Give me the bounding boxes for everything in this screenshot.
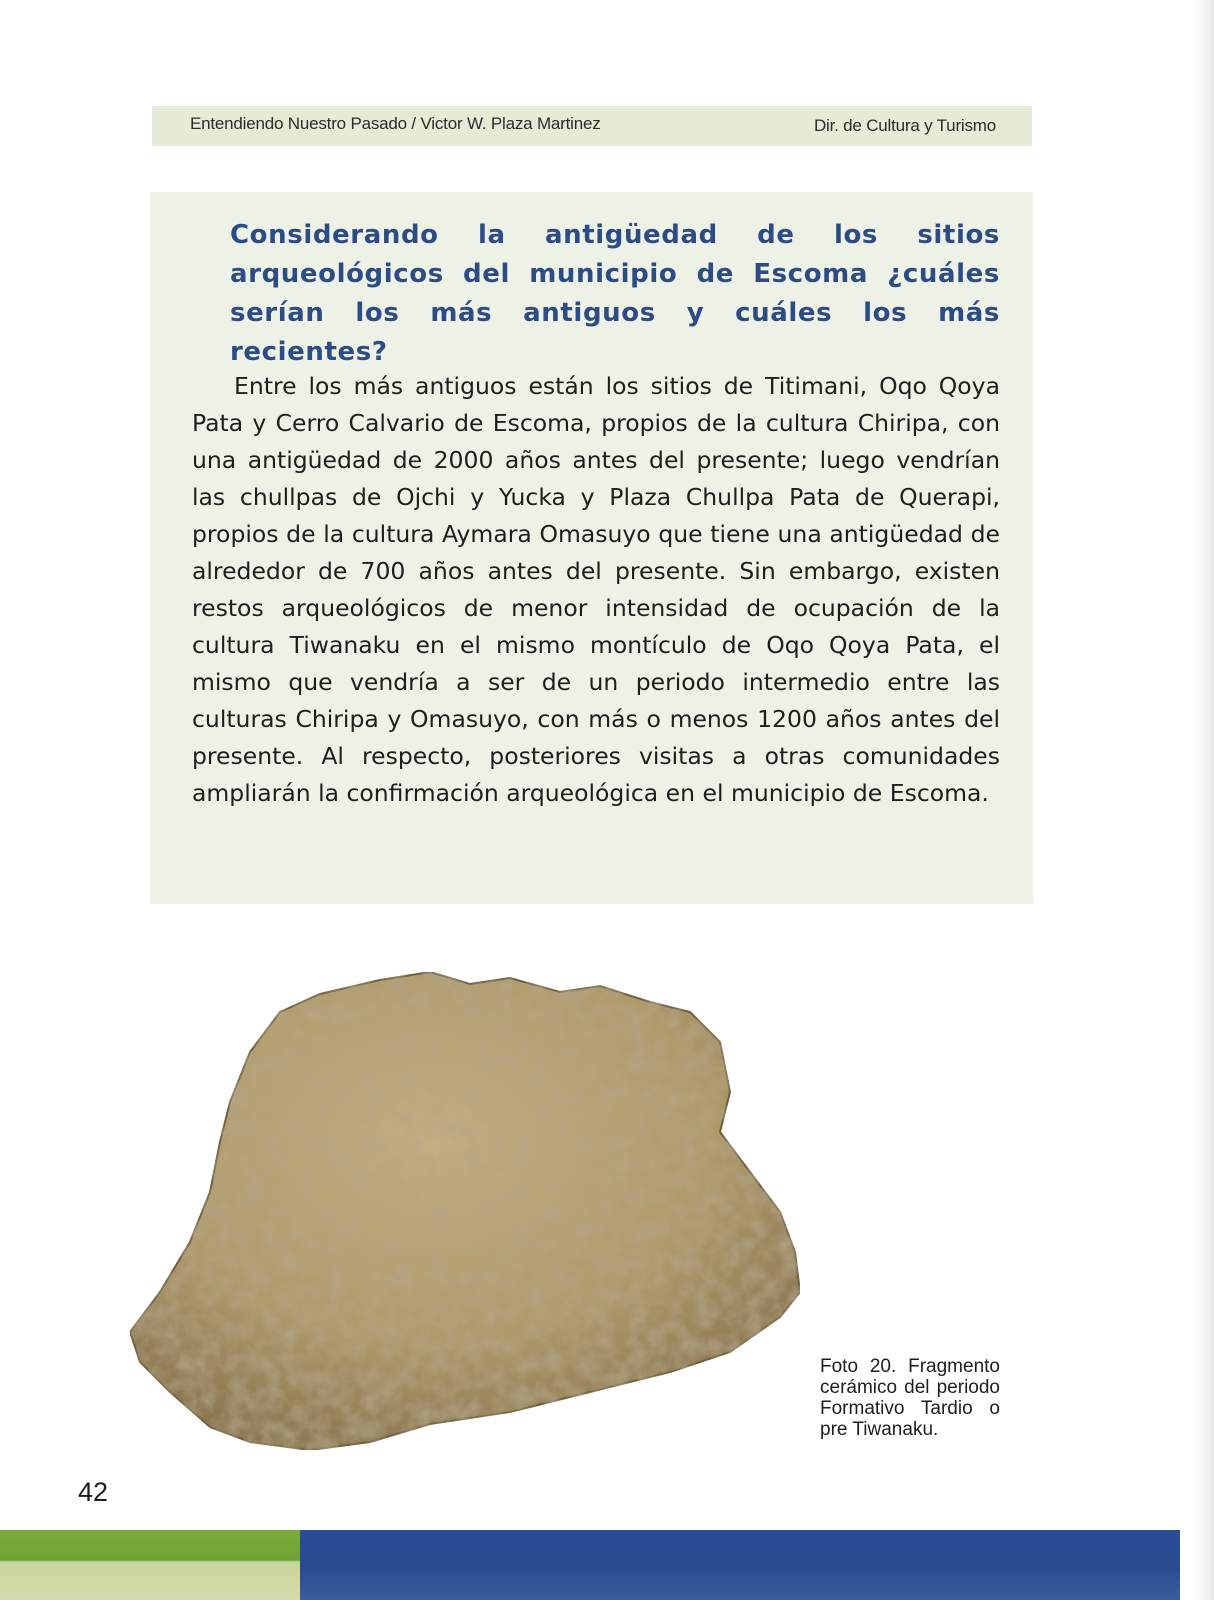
- question-heading: Considerando la antigüedad de los sitios arqueológicos del municipio de Escoma ¿cuáles serían los más antiguos y cuáles los más recientes?: [230, 220, 1000, 367]
- ceramic-fragment-photo: [130, 972, 830, 1452]
- footer-band-blue: [300, 1530, 1180, 1600]
- photo-caption: Foto 20. Fragmento cerámico del periodo Formativo Tardio o pre Tiwanaku.: [820, 1356, 1000, 1440]
- answer-paragraph: Entre los más antiguos están los sitios de Titimani, Oqo Qoya Pata y Cerro Calvario de Escoma, propios de la cultura Chiripa, con una antigüedad de 2000 años antes del presente; luego vendrían las chullpas de Ojchi y Yucka y Plaza Chullpa Pata de Querapi, propios de la cultura Aymara Omasuyo que tiene una antigüedad de alrededor de 700 años antes del presente. Sin embargo, existen restos arqueológicos de menor intensidad de ocupación de la cultura Tiwanaku en el mismo montículo de Oqo Qoya Pata, el mismo que vendría a ser de un periodo intermedio entre las culturas Chiripa y Omasuyo, con más o menos 1200 años antes del presente. Al respecto, posteriores visitas a otras comunidades ampliarán la confirmación arqueológica en el municipio de Escoma.: [192, 372, 1000, 807]
- page-number: 42: [78, 1477, 109, 1507]
- running-header: [152, 106, 1032, 146]
- ceramic-fragment-shape: [130, 972, 800, 1450]
- header-book-title: Entendiendo Nuestro Pasado / Victor W. Plaza Martinez: [190, 114, 601, 133]
- question-answer-box: [150, 192, 1033, 904]
- page-edge-shadow: [1192, 0, 1214, 1600]
- header-publisher: Dir. de Cultura y Turismo: [813, 116, 996, 135]
- footer-band-green: [0, 1530, 300, 1600]
